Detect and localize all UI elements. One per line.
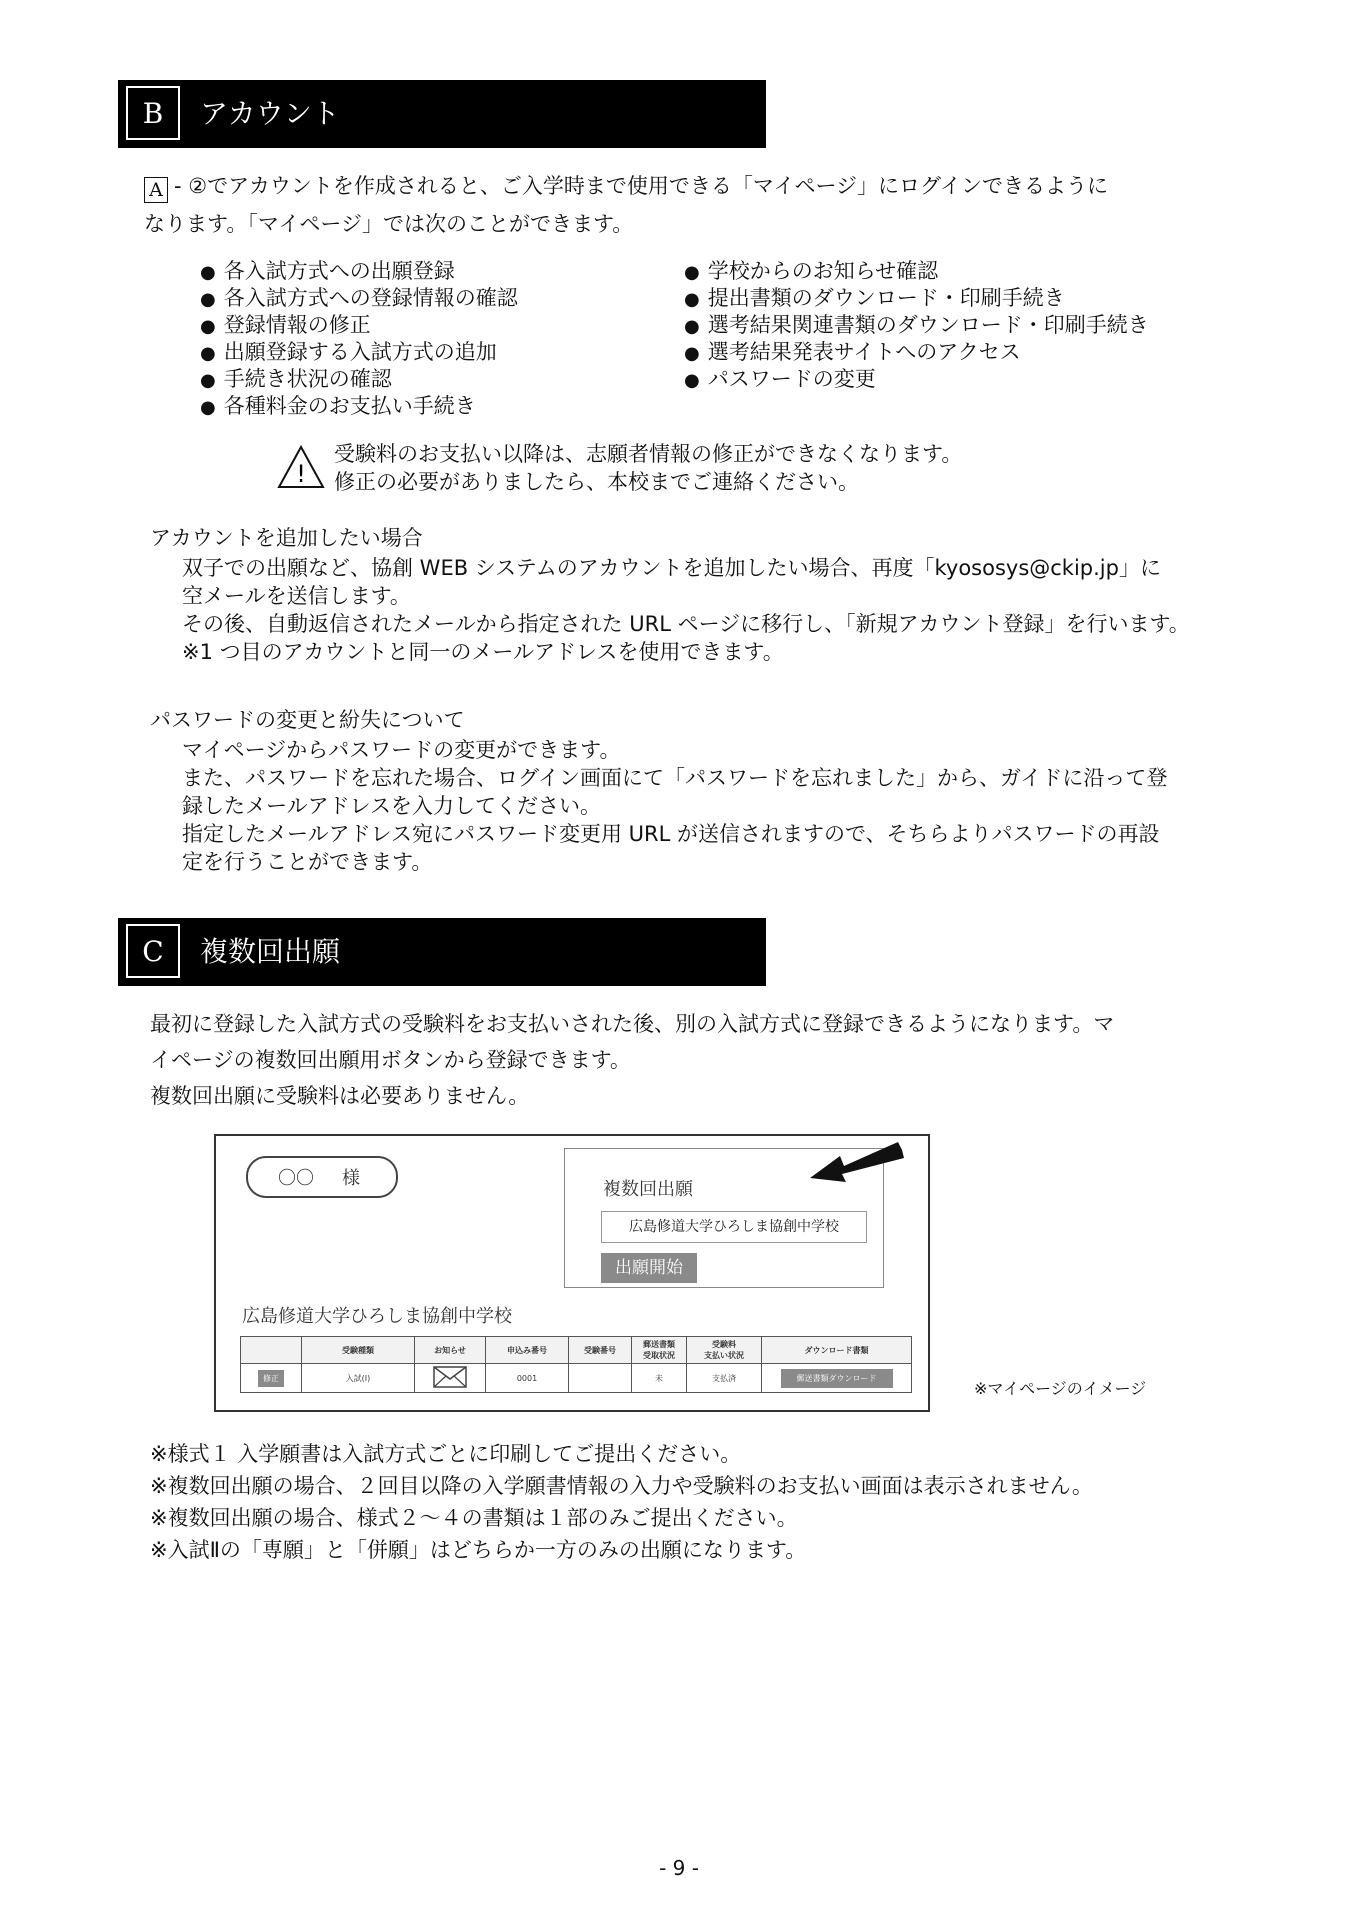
envelope-icon [433, 1366, 467, 1388]
table-header-row: 受験種類 お知らせ 申込み番号 受験番号 郵送書類 受取状況 受験料 支払い状況 ダウンロード書類 [241, 1337, 912, 1364]
add-account-line: 空メールを送信します。 [182, 584, 411, 608]
note-line: ※入試Ⅱの「専願」と「併願」はどちらか一方のみの出願になります。 [150, 1538, 807, 1562]
intro-line-2: なります。「マイページ」では次のことができます。 [144, 212, 634, 236]
list-item: ● 手続き状況の確認 [200, 366, 392, 394]
list-item: ● 各入試方式への出願登録 [200, 258, 455, 286]
list-item: ● 提出書類のダウンロード・印刷手続き [684, 285, 1065, 313]
note-line: ※様式１ 入学願書は入試方式ごとに印刷してご提出ください。 [150, 1442, 742, 1466]
payment-status: 支払済 [687, 1364, 762, 1393]
section-c-intro: 複数回出願に受験料は必要ありません。 [150, 1084, 530, 1108]
download-button: 郵送書類ダウンロード [781, 1369, 893, 1388]
mock-school-name: 広島修道大学ひろしま協創中学校 [242, 1306, 512, 1327]
password-line: また、パスワードを忘れた場合、ログイン画面にて「パスワードを忘れました」から、ガイドに沿って登 [182, 766, 1168, 790]
intro-line-1: A - ②でアカウントを作成されると、ご入学時まで使用できる「マイページ」にログインできるように [144, 172, 1108, 203]
add-account-line: ※1 つ目のアカウントと同一のメールアドレスを使用できます。 [182, 640, 784, 664]
arrow-icon [806, 1140, 906, 1190]
password-line: 指定したメールアドレス宛にパスワード変更用 URL が送信されますので、そちらよりパスワードの再設 [182, 822, 1160, 846]
exam-type: 入試(Ⅰ) [302, 1364, 415, 1393]
password-line: マイページからパスワードの変更ができます。 [182, 738, 621, 762]
application-number: 0001 [486, 1364, 569, 1393]
application-table [240, 1336, 912, 1393]
user-name-pill: 〇〇 様 [246, 1156, 398, 1198]
mypage-mock-image [214, 1134, 930, 1412]
panel-title: 複数回出願 [603, 1179, 693, 1200]
section-c-intro: イページの複数回出願用ボタンから登録できます。 [150, 1048, 631, 1072]
note-line: ※複数回出願の場合、様式２～４の書類は１部のみご提出ください。 [150, 1506, 798, 1530]
section-c-intro: 最初に登録した入試方式の受験料をお支払いされた後、別の入試方式に登録できるようになります。マ [150, 1012, 1115, 1036]
svg-text:!: ! [296, 460, 306, 488]
page-number: - 9 - [659, 1856, 699, 1880]
add-account-heading: アカウントを追加したい場合 [150, 526, 423, 550]
add-account-line: 双子での出願など、協創 WEB システムのアカウントを追加したい場合、再度「kyososys@ckip.jp」に [182, 556, 1161, 580]
warning-line-2: 修正の必要がありましたら、本校までご連絡ください。 [334, 470, 859, 494]
warning-line-1: 受験料のお支払い以降は、志願者情報の修正ができなくなります。 [334, 442, 963, 466]
list-item: ● 学校からのお知らせ確認 [684, 258, 938, 286]
list-item: ● 出願登録する入試方式の追加 [200, 339, 497, 367]
mock-caption: ※マイページのイメージ [974, 1379, 1147, 1398]
section-title: アカウント [200, 97, 340, 130]
mail-status: 未 [632, 1364, 687, 1393]
warning-icon [276, 444, 326, 490]
exam-number [569, 1364, 632, 1393]
ref-box-a: A [144, 177, 168, 203]
school-select: 広島修道大学ひろしま協創中学校 [601, 1211, 867, 1243]
start-application-button: 出願開始 [601, 1253, 697, 1283]
list-item: ● パスワードの変更 [684, 366, 876, 394]
list-item: ● 登録情報の修正 [200, 312, 371, 340]
note-line: ※複数回出願の場合、２回目以降の入学願書情報の入力や受験料のお支払い画面は表示されません。 [150, 1474, 1093, 1498]
section-b-header [118, 80, 766, 148]
section-letter: C [126, 924, 180, 978]
section-title: 複数回出願 [200, 935, 341, 968]
edit-button: 修正 [258, 1370, 284, 1387]
section-c-header [118, 918, 766, 986]
list-item: ● 各入試方式への登録情報の確認 [200, 285, 518, 313]
password-line: 定を行うことができます。 [182, 850, 433, 874]
table-row [241, 1364, 912, 1393]
list-item: ● 選考結果発表サイトへのアクセス [684, 339, 1021, 367]
add-account-line: その後、自動返信されたメールから指定された URL ページに移行し、「新規アカウント登録」を行います。 [182, 612, 1190, 636]
password-line: 録したメールアドレスを入力してください。 [182, 794, 601, 818]
password-heading: パスワードの変更と紛失について [150, 708, 465, 732]
section-letter: B [126, 86, 180, 140]
list-item: ● 各種料金のお支払い手続き [200, 393, 476, 421]
list-item: ● 選考結果関連書類のダウンロード・印刷手続き [684, 312, 1149, 340]
